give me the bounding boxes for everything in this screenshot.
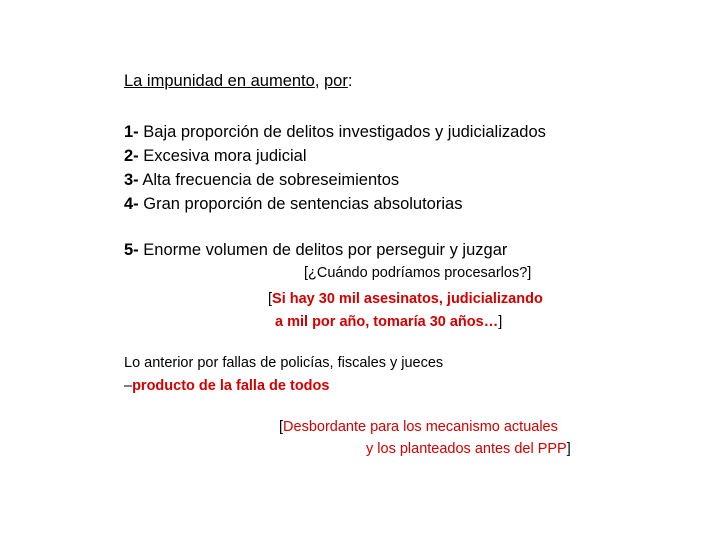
- example-text-1: Si hay 30 mil asesinatos, judicializando: [272, 291, 543, 307]
- example-block: [268, 288, 543, 334]
- list-item: [124, 120, 546, 144]
- conclusion-highlight: producto de la falla de todos: [132, 378, 330, 394]
- question-text: [¿Cuándo podríamos procesarlos?]: [304, 265, 532, 281]
- list-item-5: [124, 241, 507, 260]
- list-item-number: 2-: [124, 147, 139, 165]
- note-open-bracket: [: [279, 419, 284, 435]
- list-item-number: 5-: [124, 241, 139, 259]
- list-item-number: 3-: [124, 171, 139, 189]
- example-open-bracket: [: [268, 291, 273, 307]
- list-item-text: Enorme volumen de delitos por perseguir y juzgar: [138, 241, 508, 259]
- note-line-2: [279, 438, 571, 460]
- causes-list: [124, 120, 546, 216]
- list-item: [124, 168, 546, 192]
- list-item-text: Gran proporción de sentencias absolutorias: [138, 195, 463, 213]
- list-item: [124, 192, 546, 216]
- heading-impunidad: La impunidad en aumento: [124, 72, 315, 90]
- example-line-2: [268, 311, 543, 334]
- list-item: [124, 144, 546, 168]
- conclusion-dash: –: [124, 378, 133, 394]
- note-block: [279, 416, 571, 460]
- conclusion-paragraph: [124, 352, 443, 398]
- list-item-text: Excesiva mora judicial: [138, 147, 307, 165]
- example-close-bracket: ]: [498, 314, 503, 330]
- note-text-2: y los planteados antes del PPP: [366, 441, 567, 457]
- heading-comma: ,: [314, 72, 324, 90]
- note-text-1: Desbordante para los mecanismo actuales: [283, 419, 558, 435]
- list-item-text: Alta frecuencia de sobreseimientos: [138, 171, 400, 189]
- conclusion-line-2: [124, 375, 443, 398]
- example-line-1: [268, 288, 543, 311]
- list-item-number: 4-: [124, 195, 139, 213]
- list-item-text: Baja proporción de delitos investigados y judicializados: [138, 123, 546, 141]
- note-close-bracket: ]: [566, 441, 571, 457]
- list-item-number: 1-: [124, 123, 139, 141]
- slide-heading: [124, 72, 352, 91]
- conclusion-line-1: Lo anterior por fallas de policías, fiscales y jueces: [124, 355, 444, 371]
- heading-por: por: [323, 72, 348, 90]
- example-text-2: a mil por año, tomaría 30 años…: [275, 314, 499, 330]
- note-line-1: [279, 416, 571, 438]
- heading-colon: :: [347, 72, 353, 90]
